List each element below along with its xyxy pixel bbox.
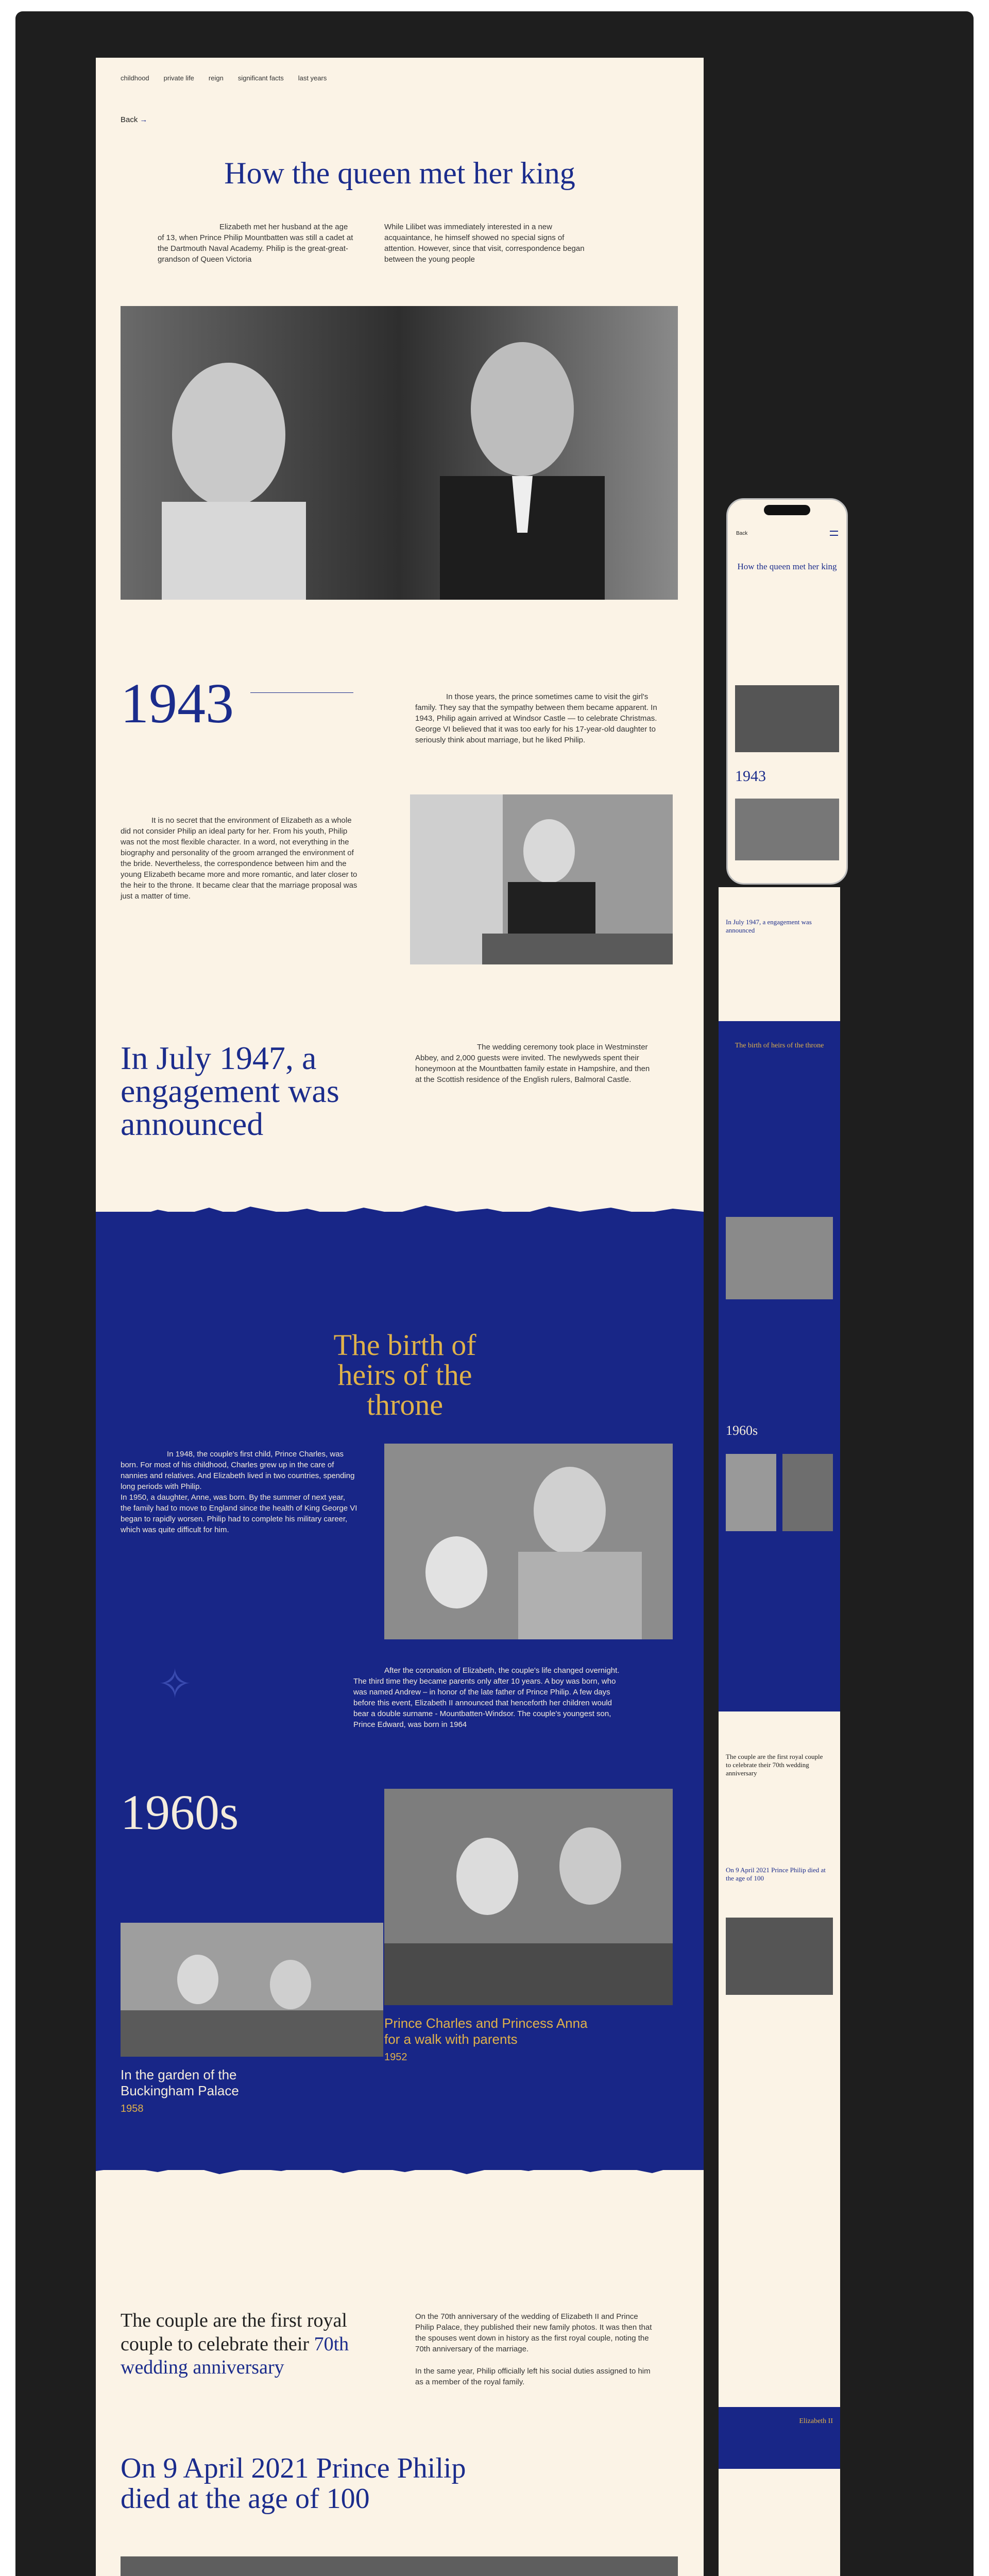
year-divider (250, 692, 353, 693)
mobile-death-photo (726, 1918, 833, 1995)
mobile-photo (735, 685, 839, 752)
hero-text-2: While Lilibet was immediately interested in a new acquaintance, he himself showed no special signs of attention. However, since that visit, correspondence began between the young people (384, 223, 585, 264)
sparkle-icon: ✧ (158, 1661, 193, 1707)
desktop-page (96, 58, 704, 2576)
heirs-section-band (96, 1212, 704, 2170)
nav-private-life[interactable]: private life (163, 74, 194, 82)
top-nav (121, 74, 327, 82)
mobile-heirs-photo (726, 1217, 833, 1299)
torn-edge-top (96, 1196, 704, 1227)
royal-couple-portrait (121, 306, 678, 600)
mobile-back[interactable]: Back (736, 531, 748, 536)
heirs-text-2: After the coronation of Elizabeth, the couple's life changed overnight. The third time they became parents only after 10 years. A boy was born, who was named Andrew – in honor of the late father of Prince Philip. A few days before this event, Elizabeth II announced that henceforth her children would bear a double surname - Mountbatten-Windsor. The couple's youngest son, Prince Edward, was born in 1964 (353, 1666, 620, 1729)
page-title: How the queen met her king (224, 156, 575, 190)
caption-garden: In the garden of the Buckingham Palace (121, 2067, 239, 2099)
mobile-footer-brand: Elizabeth II (799, 2417, 833, 2425)
mobile-footer (719, 2407, 840, 2469)
year-1943-heading: 1943 (121, 672, 234, 735)
heirs-text-1: In 1948, the couple's first child, Prince Charles, was born. For most of his childhood, Charles grew up in the care of nannies and relatives. And Elizabeth lived in two countries, spending long periods with Philip. In 1950, a daughter, Anne, was born. By the summer of next year, the family had to move to England since the health of King George VI began to rapidly worsen. Philip had to complete his military career, which was quite difficult for him. (121, 1450, 357, 1534)
seventy-heading-b: 70th wedding anniversary (121, 2333, 349, 2379)
elizabeth-with-children-photo (384, 1444, 673, 1639)
nav-last-years[interactable]: last years (298, 74, 327, 82)
mobile-title: How the queen met her king (737, 562, 837, 571)
mobile-year: 1943 (735, 768, 766, 785)
mobile-engagement: In July 1947, a engagement was announced (726, 918, 812, 934)
mobile-sixties: 1960s (726, 1423, 758, 1438)
seventy-text-2: In the same year, Philip officially left his social duties assigned to him as a member of the royal family. (415, 2367, 651, 2386)
mobile-photo-2 (735, 799, 839, 860)
mobile-sixties-photo-2 (782, 1454, 833, 1531)
back-label: Back (121, 115, 138, 124)
torn-edge-bottom (96, 2155, 704, 2185)
nav-significant-facts[interactable]: significant facts (237, 74, 284, 82)
back-link[interactable] (121, 115, 147, 124)
sixties-heading: 1960s (121, 1785, 239, 1840)
phone-notch (764, 505, 810, 515)
seventy-text-1: On the 70th anniversary of the wedding of Elizabeth II and Prince Philip Palace, they published their new family photos. It was then that the spouses went down in history as the first royal couple, noting the 70th anniversary of the marriage. (415, 2312, 652, 2353)
caption-walk: Prince Charles and Princess Anna for a walk with parents (384, 2015, 588, 2047)
artboard-frame (15, 11, 974, 2576)
heirs-heading: The birth of heirs of the throne (333, 1328, 476, 1421)
text-1943-visit: In those years, the prince sometimes came to visit the girl's family. They say that the sympathy between them became apparent. In 1943, Philip again arrived at Windsor Castle — to celebrate Christmas. George VI believed that it was too early for his 17-year-old daughter to seriously think about marriage, but he liked Philip. (415, 692, 657, 744)
death-heading: On 9 April 2021 Prince Philip died at the age of 100 (121, 2452, 466, 2515)
mobile-sixties-photo-1 (726, 1454, 776, 1531)
mobile-heirs: The birth of heirs of the throne (735, 1042, 824, 1049)
philip-at-desk-photo (410, 794, 673, 964)
elderly-couple-photo (121, 2556, 678, 2576)
hamburger-icon[interactable] (830, 531, 838, 536)
engagement-text: The wedding ceremony took place in Westminster Abbey, and 2,000 guests were invited. The newlyweds spent their honeymoon at the Mountbatten family estate in Hampshire, and then at the Scottish residence of the English rulers, Balmoral Castle. (415, 1043, 650, 1084)
mobile-death: On 9 April 2021 Prince Philip died at the age of 100 (726, 1866, 826, 1882)
seventy-heading (121, 2309, 378, 2380)
nav-childhood[interactable]: childhood (121, 74, 149, 82)
mobile-seventy: The couple are the first royal couple to celebrate their 70th wedding anniversary (726, 1753, 823, 1777)
seventy-heading-a: The couple are the first royal couple to celebrate their (121, 2310, 347, 2355)
mobile-long-page (719, 887, 840, 2576)
nav-reign[interactable]: reign (208, 74, 224, 82)
buckingham-garden-photo (121, 1923, 383, 2057)
arrow-right-icon: → (140, 115, 148, 124)
mobile-blue-band (719, 1021, 840, 1711)
mobile-preview (726, 498, 848, 885)
engagement-heading: In July 1947, a engagement was announced (121, 1040, 339, 1142)
walk-with-parents-photo (384, 1789, 673, 2005)
text-1943-environment: It is no secret that the environment of Elizabeth as a whole did not consider Philip an ideal party for her. From his youth, Philip was not the most flexible character. In a word, not everything in the biography and personality of the groom arranged the environment of the bride. Nevertheless, the correspondence between him and the young Elizabeth became more and more romantic, and later closer to the heir to the throne. It became clear that the marriage proposal was just a matter of time. (121, 816, 357, 901)
year-1958: 1958 (121, 2103, 144, 2114)
hero-text-1: Elizabeth met her husband at the age of 13, when Prince Philip Mountbatten was still a cadet at the Dartmouth Naval Academy. Philip is the great-great-grandson of Queen Victoria (158, 223, 353, 264)
year-1952: 1952 (384, 2052, 407, 2063)
